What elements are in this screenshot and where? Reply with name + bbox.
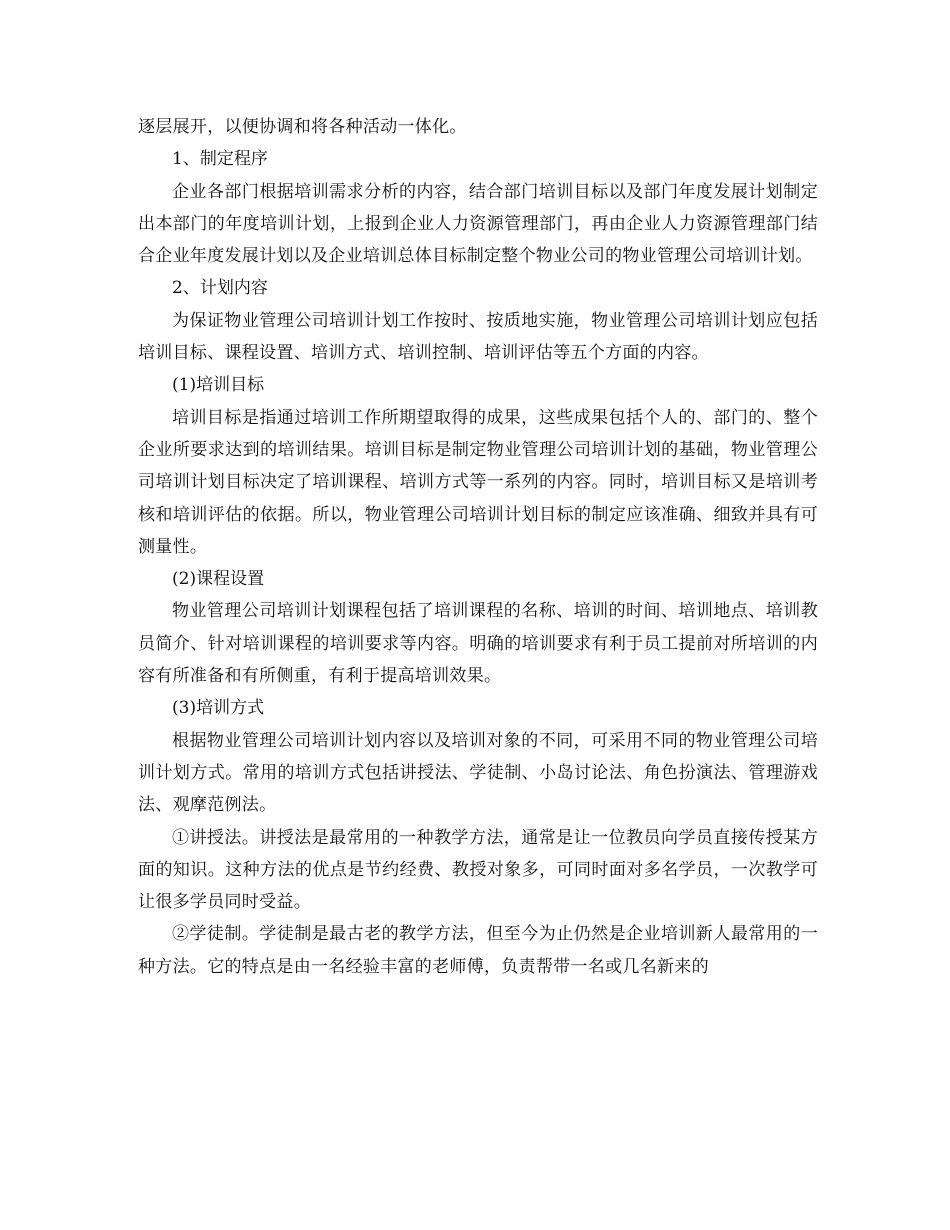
document-body (138, 111, 818, 983)
section-heading-plan-content: 2、计划内容 (172, 278, 268, 299)
subsection-heading-training-goal: (1)培训目标 (172, 375, 265, 396)
paragraph-continuation: 逐层展开，以便协调和将各种活动一体化。 (138, 117, 467, 137)
paragraph-course-setup: 物业管理公司培训计划课程包括了培训课程的名称、培训的时间、培训地点、培训教员简介、针对培训课程的培训要求等内容。明确的培训要求有利于员工提前对所培训的内容有所准备和有所侧重，有利于提高培训效果。 (138, 601, 818, 687)
paragraph-training-goal: 培训目标是指通过培训工作所期望取得的成果，这些成果包括个人的、部门的、整个企业所要求达到的培训结果。培训目标是制定物业管理公司培训计划的基础，物业管理公司培训计划目标决定了培训课程、培训方式等一系列的内容。同时，培训目标又是培训考核和培训评估的依据。所以，物业管理公司培训计划目标的制定应该准确、细致并具有可测量性。 (138, 407, 818, 557)
paragraph-apprenticeship: ②学徒制。学徒制是最古老的教学方法，但至今为止仍然是企业培训新人最常用的一种方法。它的特点是由一名经验丰富的老师傅，负责帮带一名或几名新来的 (138, 924, 818, 977)
paragraph-lecture-method: ①讲授法。讲授法是最常用的一种教学方法，通常是让一位教员向学员直接传授某方面的知识。这种方法的优点是节约经费、教授对象多，可同时面对多名学员，一次教学可让很多学员同时受益。 (138, 827, 818, 913)
subsection-heading-training-method: (3)培训方式 (172, 698, 265, 719)
section-heading-procedure: 1、制定程序 (172, 149, 268, 170)
paragraph-procedure: 企业各部门根据培训需求分析的内容，结合部门培训目标以及部门年度发展计划制定出本部门的年度培训计划，上报到企业人力资源管理部门，再由企业人力资源管理部门结合企业年度发展计划以及企业培训总体目标制定整个物业公司的物业管理公司培训计划。 (138, 181, 818, 267)
paragraph-training-method: 根据物业管理公司培训计划内容以及培训对象的不同，可采用不同的物业管理公司培训计划方式。常用的培训方式包括讲授法、学徒制、小岛讨论法、角色扮演法、管理游戏法、观摩范例法。 (138, 730, 818, 816)
paragraph-plan-content: 为保证物业管理公司培训计划工作按时、按质地实施，物业管理公司培训计划应包括培训目标、课程设置、培训方式、培训控制、培训评估等五个方面的内容。 (138, 310, 818, 364)
subsection-heading-course-setup: (2)课程设置 (172, 569, 265, 590)
